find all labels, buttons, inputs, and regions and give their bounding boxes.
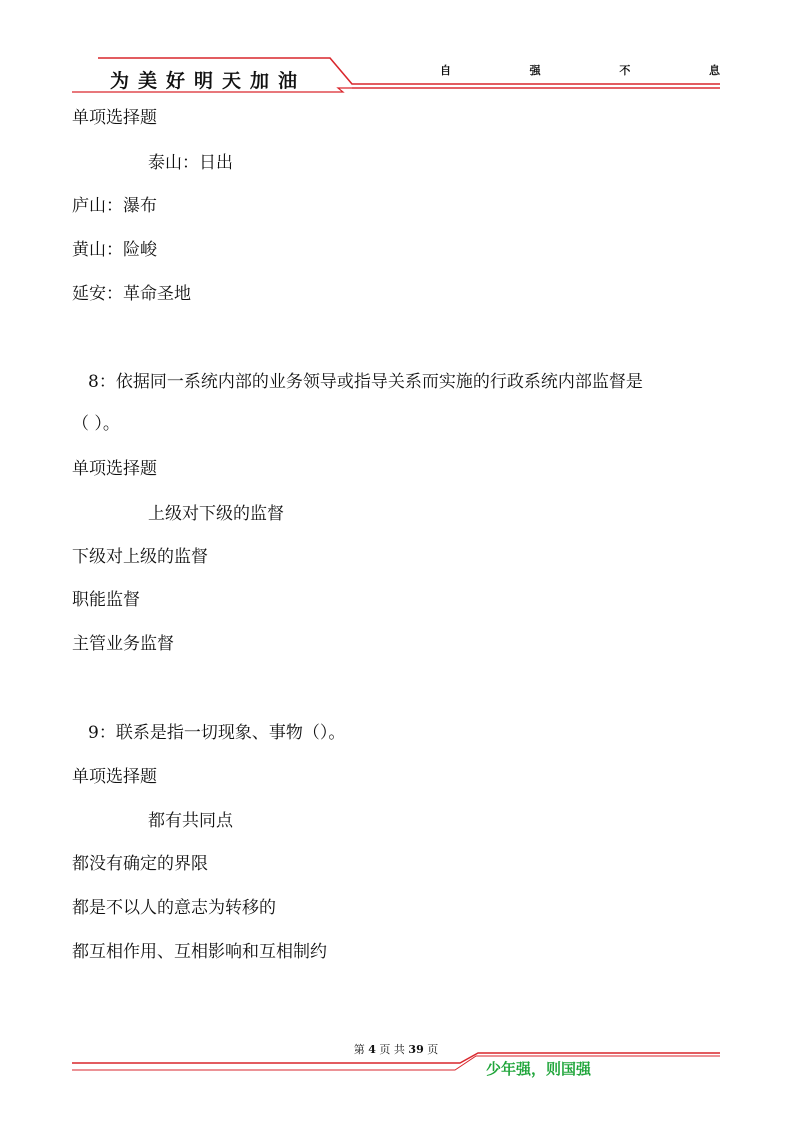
option: 泰山：日出 [148, 153, 233, 173]
page-number [0, 1041, 792, 1057]
option: 上级对下级的监督 [148, 504, 284, 524]
footer-slogan: 少年强，则国强 [486, 1060, 592, 1078]
header-rule-upper [98, 58, 720, 84]
header-right-char: 自 [440, 64, 451, 77]
page-prefix: 第 [353, 1043, 365, 1056]
option: 职能监督 [72, 590, 140, 610]
option: 庐山：瀑布 [72, 196, 157, 216]
question-type-label: 单项选择题 [72, 459, 157, 479]
header-right-char: 强 [529, 64, 541, 77]
header-right-char: 息 [708, 64, 720, 77]
option: 都互相作用、互相影响和互相制约 [72, 942, 327, 962]
header-motto: 为美好明天加油 [110, 70, 307, 92]
page-current: 4 [368, 1043, 376, 1056]
page-total: 39 [408, 1043, 424, 1056]
question-type-label: 单项选择题 [72, 767, 157, 787]
option: 黄山：险峻 [72, 240, 157, 260]
question-stem: 9：联系是指一切现象、事物（）。 [88, 723, 346, 743]
option: 都没有确定的界限 [72, 854, 208, 874]
option: 都有共同点 [148, 811, 233, 831]
question-stem: 8：依据同一系统内部的业务领导或指导关系而实施的行政系统内部监督是 [88, 372, 643, 392]
question-stem-cont: （ ）。 [72, 414, 120, 434]
page-suffix: 页 [427, 1043, 439, 1056]
header-right-char: 不 [619, 64, 631, 77]
option: 下级对上级的监督 [72, 547, 208, 567]
option: 都是不以人的意志为转移的 [72, 898, 276, 918]
option: 主管业务监督 [72, 634, 174, 654]
option: 延安：革命圣地 [72, 284, 191, 304]
question-type-label: 单项选择题 [72, 108, 157, 128]
page-mid: 页 共 [379, 1043, 405, 1056]
